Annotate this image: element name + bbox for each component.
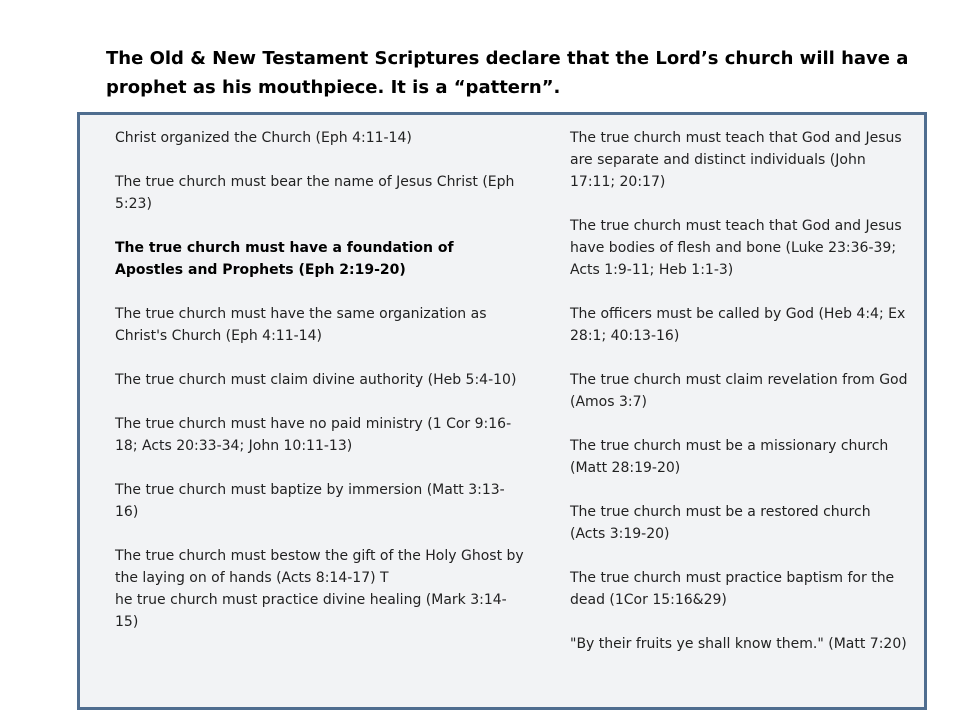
list-item: The true church must teach that God and Jesus are separate and distinct individuals (John 17:11; 20:17) — [570, 130, 902, 190]
list-item: The true church must be a missionary church (Matt 28:19-20) — [570, 438, 889, 476]
right-column — [570, 127, 910, 677]
list-item: The true church must baptize by immersion (Matt 3:13-16) — [115, 482, 505, 520]
list-item: The true church must bear the name of Jesus Christ (Eph 5:23) — [115, 174, 515, 212]
list-item: The true church must be a restored church (Acts 3:19-20) — [570, 504, 871, 542]
list-item: The true church must have no paid ministry (1 Cor 9:16-18; Acts 20:33-34; John 10:11-13) — [115, 416, 512, 454]
list-item: The officers must be called by God (Heb 4:4; Ex 28:1; 40:13-16) — [570, 306, 906, 344]
list-item: The true church must bestow the gift of the Holy Ghost by the laying on of hands (Acts 8:14-17) T — [115, 548, 524, 586]
list-item: Christ organized the Church (Eph 4:11-14) — [115, 130, 412, 146]
list-item-highlighted: The true church must have a foundation of Apostles and Prophets (Eph 2:19-20) — [115, 240, 454, 278]
slide-title: The Old & New Testament Scriptures declare that the Lord’s church will have a prophet as his mouthpiece. It is a “pattern”. — [106, 48, 909, 98]
list-item: The true church must have the same organization as Christ's Church (Eph 4:11-14) — [115, 306, 487, 344]
list-item: The true church must practice baptism for the dead (1Cor 15:16&29) — [570, 570, 895, 608]
content-panel — [77, 112, 927, 710]
list-item: "By their fruits ye shall know them." (Matt 7:20) — [570, 636, 907, 652]
left-column — [115, 127, 525, 655]
list-item: The true church must claim revelation from God (Amos 3:7) — [570, 372, 908, 410]
list-item: he true church must practice divine healing (Mark 3:14-15) — [115, 592, 507, 630]
list-item: The true church must claim divine authority (Heb 5:4-10) — [115, 372, 517, 388]
list-item: The true church must teach that God and Jesus have bodies of flesh and bone (Luke 23:36-39; Acts 1:9-11; Heb 1:1-3) — [570, 218, 902, 278]
